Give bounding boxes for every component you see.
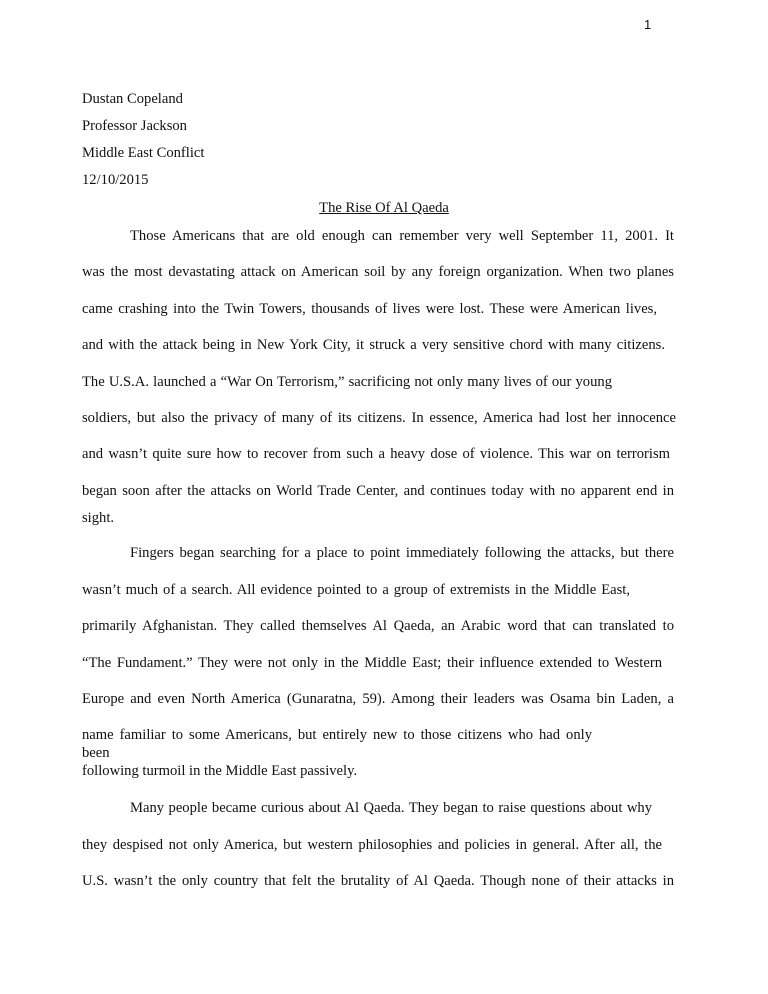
text-line: they despised not only America, but western philosophies and policies in general. After all, the — [82, 837, 662, 853]
text-line: following turmoil in the Middle East passively. — [82, 763, 358, 779]
date: 12/10/2015 — [82, 172, 149, 188]
text-line: and with the attack being in New York City, it struck a very sensitive chord with many citizens. — [82, 337, 665, 353]
text-line: and wasn’t quite sure how to recover from such a heavy dose of violence. This war on terrorism — [82, 446, 670, 462]
text-line: Those Americans that are old enough can remember very well September 11, 2001. It — [130, 228, 674, 244]
text-line: soldiers, but also the privacy of many of its citizens. In essence, America had lost her innocence — [82, 410, 676, 426]
author-name: Dustan Copeland — [82, 91, 183, 107]
text-line: came crashing into the Twin Towers, thousands of lives were lost. These were American lives, — [82, 301, 657, 317]
text-line: Fingers began searching for a place to point immediately following the attacks, but there — [130, 545, 674, 561]
text-line: Europe and even North America (Gunaratna, 59). Among their leaders was Osama bin Laden, a — [82, 691, 674, 707]
essay-title: The Rise Of Al Qaeda — [319, 200, 449, 216]
text-line: “The Fundament.” They were not only in the Middle East; their influence extended to Western — [82, 655, 662, 671]
text-line: Many people became curious about Al Qaeda. They began to raise questions about why — [130, 800, 652, 816]
course-name: Middle East Conflict — [82, 145, 205, 161]
professor-name: Professor Jackson — [82, 118, 187, 134]
text-line: The U.S.A. launched a “War On Terrorism,” sacrificing not only many lives of our young — [82, 374, 612, 390]
page-number: 1 — [644, 17, 652, 32]
text-line: was the most devastating attack on American soil by any foreign organization. When two planes — [82, 264, 674, 280]
text-line: name familiar to some Americans, but entirely new to those citizens who had only been — [82, 727, 592, 761]
text-line: sight. — [82, 510, 115, 526]
text-line: U.S. wasn’t the only country that felt the brutality of Al Qaeda. Though none of their attacks in — [82, 873, 674, 889]
text-line: primarily Afghanistan. They called themselves Al Qaeda, an Arabic word that can translated to — [82, 618, 674, 634]
text-line: began soon after the attacks on World Trade Center, and continues today with no apparent end in — [82, 483, 674, 499]
text-line: wasn’t much of a search. All evidence pointed to a group of extremists in the Middle East, — [82, 582, 630, 598]
essay-title-container — [0, 200, 768, 217]
